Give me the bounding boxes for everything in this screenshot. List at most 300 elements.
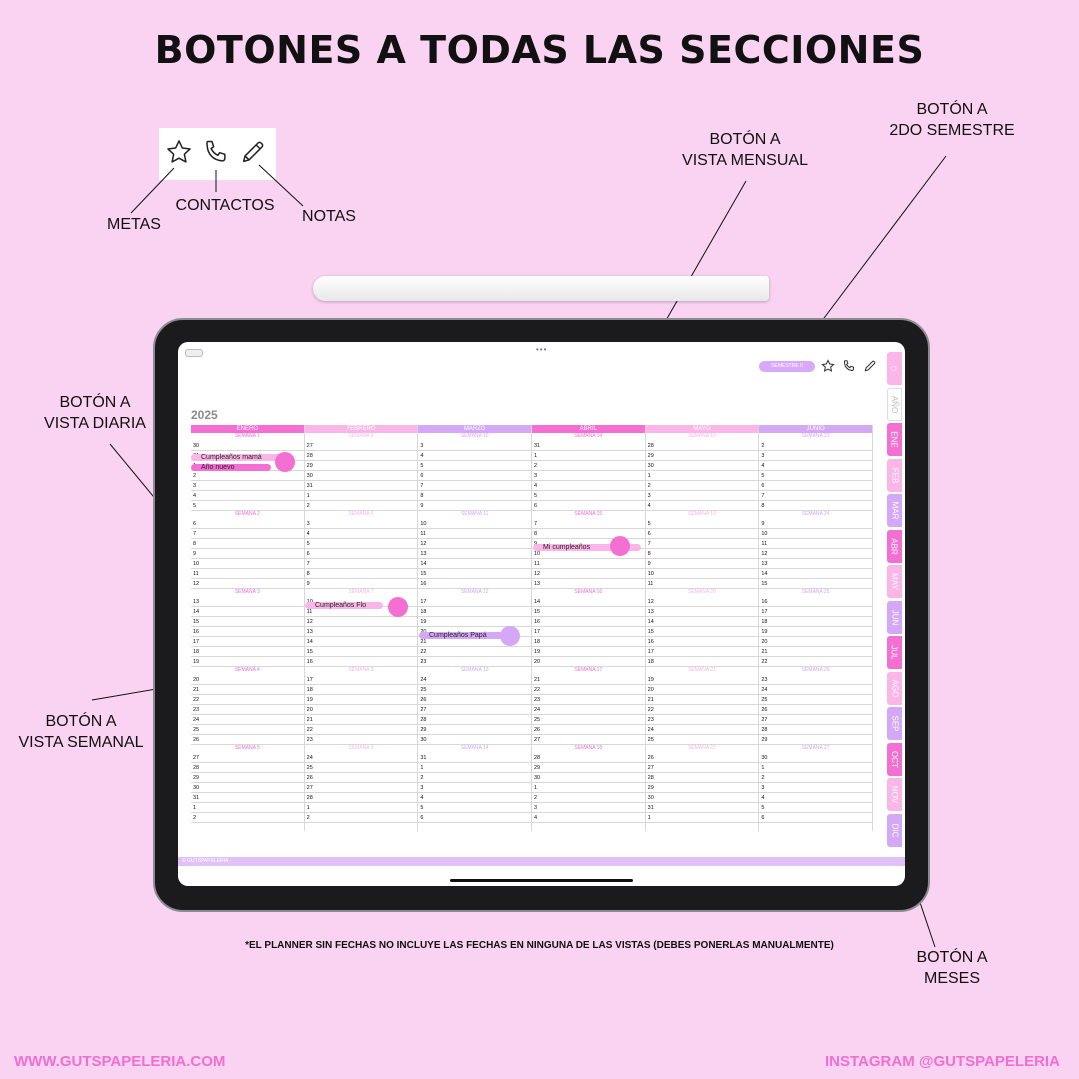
day-cell[interactable]: 21 xyxy=(191,685,304,695)
day-cell[interactable]: 25 xyxy=(532,715,645,725)
day-cell[interactable]: 18 xyxy=(191,647,304,657)
day-cell[interactable]: 25 xyxy=(759,695,872,705)
day-cell[interactable]: 29 xyxy=(646,451,759,461)
week-link[interactable]: SEMANA 3 xyxy=(234,589,260,595)
callout-line: BOTÓN A xyxy=(59,394,131,411)
day-cell[interactable]: 28 xyxy=(532,753,645,763)
day-cell[interactable]: 30 xyxy=(532,773,645,783)
day-cell[interactable]: 20 xyxy=(532,657,645,667)
day-cell[interactable]: 19 xyxy=(646,675,759,685)
day-cell[interactable]: 4 xyxy=(646,501,759,511)
day-cell[interactable]: 28 xyxy=(305,793,418,803)
day-cell[interactable]: 24 xyxy=(191,715,304,725)
day-cell[interactable]: 10 xyxy=(646,569,759,579)
day-cell[interactable]: 4 xyxy=(305,529,418,539)
day-cell[interactable]: 4 xyxy=(532,481,645,491)
event-label[interactable]: Cumpleaños mamá xyxy=(191,454,291,461)
day-cell[interactable]: 28 xyxy=(191,763,304,773)
day-cell[interactable]: 1 xyxy=(532,783,645,793)
day-cell[interactable]: 26 xyxy=(191,735,304,745)
week-link[interactable]: SEMANA 15 xyxy=(574,511,603,517)
day-cell[interactable]: 13 xyxy=(305,627,418,637)
day-cell[interactable]: 1 xyxy=(646,813,759,823)
tab-label: ABR xyxy=(890,537,900,555)
day-cell[interactable]: 23 xyxy=(418,657,531,667)
day-cell[interactable]: 24 xyxy=(646,725,759,735)
day-cell[interactable]: 16 xyxy=(646,637,759,647)
tab-may[interactable] xyxy=(887,565,902,598)
week-link[interactable]: SEMANA 1 xyxy=(234,433,260,439)
day-cell[interactable]: 15 xyxy=(759,579,872,589)
day-cell[interactable]: 31 xyxy=(305,481,418,491)
month-header-marzo[interactable]: MARZO xyxy=(418,425,531,433)
week-link[interactable]: SEMANA 18 xyxy=(574,745,603,751)
day-cell[interactable]: 26 xyxy=(532,725,645,735)
semester-calendar xyxy=(191,425,873,831)
day-cell[interactable]: 16 xyxy=(418,579,531,589)
day-cell[interactable]: 27 xyxy=(305,441,418,451)
day-cell[interactable]: 1 xyxy=(759,763,872,773)
callout-metas: METAS xyxy=(107,216,161,233)
day-cell[interactable]: 6 xyxy=(646,529,759,539)
day-cell[interactable]: 3 xyxy=(418,441,531,451)
day-cell[interactable]: 6 xyxy=(418,813,531,823)
callout-vista-mensual xyxy=(670,129,820,171)
day-cell[interactable]: 30 xyxy=(418,735,531,745)
day-cell[interactable]: 3 xyxy=(532,471,645,481)
day-cell[interactable]: 30 xyxy=(191,441,304,451)
day-cell[interactable]: 2 xyxy=(759,773,872,783)
callout-vista-diaria xyxy=(20,392,170,434)
day-cell[interactable]: 19 xyxy=(532,647,645,657)
day-cell[interactable]: 7 xyxy=(191,529,304,539)
day-cell[interactable]: 8 xyxy=(418,491,531,501)
day-cell[interactable]: 4 xyxy=(759,793,872,803)
day-cell[interactable]: 27 xyxy=(532,735,645,745)
day-cell[interactable]: 2 xyxy=(532,793,645,803)
day-cell[interactable]: 19 xyxy=(191,657,304,667)
day-cell[interactable]: 21 xyxy=(759,647,872,657)
tab-label: JUN xyxy=(890,609,899,625)
day-cell[interactable]: 2 xyxy=(305,501,418,511)
day-cell[interactable]: 9 xyxy=(305,579,418,589)
day-cell[interactable]: 7 xyxy=(759,491,872,501)
day-cell[interactable]: 24 xyxy=(532,705,645,715)
day-cell[interactable]: 13 xyxy=(418,549,531,559)
day-cell[interactable]: 13 xyxy=(646,607,759,617)
day-cell[interactable]: 8 xyxy=(305,569,418,579)
event-label[interactable]: Año nuevo xyxy=(191,464,271,471)
week-link[interactable]: SEMANA 24 xyxy=(801,511,830,517)
day-cell[interactable]: 3 xyxy=(646,491,759,501)
week-link[interactable]: SEMANA 13 xyxy=(460,667,489,673)
day-cell[interactable]: 11 xyxy=(646,579,759,589)
day-cell[interactable]: 12 xyxy=(759,549,872,559)
day-cell[interactable]: 14 xyxy=(191,607,304,617)
day-cell[interactable]: 15 xyxy=(418,569,531,579)
week-link[interactable]: SEMANA 22 xyxy=(688,745,716,751)
day-cell[interactable]: 6 xyxy=(191,519,304,529)
day-cell[interactable]: 26 xyxy=(418,695,531,705)
website-link[interactable]: WWW.GUTSPAPELERIA.COM xyxy=(14,1053,226,1070)
day-cell[interactable]: 27 xyxy=(418,705,531,715)
day-cell[interactable]: 24 xyxy=(418,675,531,685)
instagram-handle[interactable]: INSTAGRAM @GUTSPAPELERIA xyxy=(825,1053,1060,1070)
day-cell[interactable]: 20 xyxy=(646,685,759,695)
day-cell[interactable]: 9 xyxy=(418,501,531,511)
day-cell[interactable]: 17 xyxy=(305,675,418,685)
event-label[interactable]: Cumpleaños Papá xyxy=(419,632,503,639)
week-link[interactable]: SEMANA 7 xyxy=(348,589,374,595)
week-link[interactable]: SEMANA 20 xyxy=(688,589,716,595)
column-divider xyxy=(872,425,873,831)
day-cell[interactable]: 1 xyxy=(418,763,531,773)
day-cell[interactable]: 14 xyxy=(759,569,872,579)
day-cell[interactable]: 5 xyxy=(759,803,872,813)
day-cell[interactable]: 26 xyxy=(646,753,759,763)
day-cell[interactable]: 21 xyxy=(646,695,759,705)
day-cell[interactable]: 15 xyxy=(191,617,304,627)
day-cell[interactable]: 5 xyxy=(305,539,418,549)
day-cell[interactable]: 29 xyxy=(418,725,531,735)
month-header-abril[interactable]: ABRIL xyxy=(532,425,645,433)
day-cell[interactable]: 25 xyxy=(646,735,759,745)
day-cell[interactable]: 6 xyxy=(532,501,645,511)
week-link[interactable]: SEMANA 10 xyxy=(460,433,489,439)
week-link[interactable]: SEMANA 4 xyxy=(234,667,260,673)
tab-feb[interactable] xyxy=(887,459,902,492)
day-cell[interactable]: 8 xyxy=(191,539,304,549)
day-cell[interactable]: 21 xyxy=(532,675,645,685)
day-cell[interactable]: 30 xyxy=(646,793,759,803)
month-header-mayo[interactable]: MAYO xyxy=(646,425,759,433)
callout-line: BOTÓN A xyxy=(709,131,781,148)
week-link[interactable]: SEMANA 6 xyxy=(348,511,374,517)
notas-pencil-icon[interactable] xyxy=(863,359,877,373)
tab-dic[interactable] xyxy=(887,814,902,847)
week-link[interactable]: SEMANA 16 xyxy=(574,589,603,595)
day-cell[interactable]: 30 xyxy=(191,783,304,793)
day-cell[interactable]: 26 xyxy=(759,705,872,715)
day-cell[interactable]: 29 xyxy=(305,461,418,471)
day-cell[interactable]: 1 xyxy=(646,471,759,481)
day-cell[interactable]: 15 xyxy=(532,607,645,617)
day-cell[interactable]: 4 xyxy=(532,813,645,823)
day-cell[interactable]: 13 xyxy=(532,579,645,589)
callout-line: 2DO SEMESTRE xyxy=(889,122,1015,139)
day-cell[interactable]: 12 xyxy=(532,569,645,579)
day-cell[interactable]: 12 xyxy=(191,579,304,589)
day-cell[interactable]: 4 xyxy=(759,461,872,471)
metas-star-icon[interactable] xyxy=(821,359,835,373)
callout-line: BOTÓN A xyxy=(916,949,988,966)
day-cell[interactable]: 17 xyxy=(759,607,872,617)
day-cell[interactable]: 1 xyxy=(305,491,418,501)
day-cell[interactable]: 8 xyxy=(759,501,872,511)
day-cell[interactable]: 20 xyxy=(191,675,304,685)
tab-sep[interactable] xyxy=(887,707,902,740)
day-cell[interactable]: 3 xyxy=(532,803,645,813)
day-cell[interactable]: 19 xyxy=(759,627,872,637)
day-cell[interactable]: 21 xyxy=(305,715,418,725)
day-cell[interactable]: 16 xyxy=(759,597,872,607)
callout-line: VISTA SEMANAL xyxy=(18,734,144,751)
day-cell[interactable]: 2 xyxy=(759,441,872,451)
day-cell[interactable]: 17 xyxy=(532,627,645,637)
day-cell[interactable]: 26 xyxy=(305,773,418,783)
day-cell[interactable]: 9 xyxy=(759,519,872,529)
day-cell[interactable]: 23 xyxy=(532,695,645,705)
day-cell[interactable]: 18 xyxy=(418,607,531,617)
day-cell[interactable]: 10 xyxy=(532,549,645,559)
week-link[interactable]: SEMANA 14 xyxy=(574,433,603,439)
callout-2do-semestre xyxy=(880,99,1024,141)
tab-label: OCT xyxy=(890,750,900,768)
day-cell[interactable]: 27 xyxy=(759,715,872,725)
day-cell[interactable]: 19 xyxy=(305,695,418,705)
day-cell[interactable]: 16 xyxy=(532,617,645,627)
day-cell[interactable]: 10 xyxy=(759,529,872,539)
day-cell[interactable]: 23 xyxy=(759,675,872,685)
day-cell[interactable]: 11 xyxy=(305,607,418,617)
day-cell[interactable]: 13 xyxy=(759,559,872,569)
day-cell[interactable]: 18 xyxy=(759,617,872,627)
tab-label: DIC xyxy=(890,823,899,837)
day-cell[interactable]: 28 xyxy=(305,451,418,461)
week-link[interactable]: SEMANA 23 xyxy=(801,433,830,439)
day-cell[interactable]: 29 xyxy=(191,773,304,783)
semester-button[interactable]: SEMESTRE II xyxy=(759,361,815,372)
day-cell[interactable]: 8 xyxy=(532,529,645,539)
day-cell[interactable]: 14 xyxy=(532,597,645,607)
tab-label: FEB xyxy=(890,467,899,483)
day-cell[interactable]: 31 xyxy=(191,793,304,803)
day-cell[interactable]: 15 xyxy=(646,627,759,637)
tab-oct[interactable] xyxy=(887,743,902,776)
day-cell[interactable]: 27 xyxy=(646,763,759,773)
day-cell[interactable]: 11 xyxy=(532,559,645,569)
day-cell[interactable]: 29 xyxy=(759,735,872,745)
footnote: *EL PLANNER SIN FECHAS NO INCLUYE LAS FECHAS EN NINGUNA DE LAS VISTAS (DEBES PONERLAS MANUALMENTE) xyxy=(245,940,834,951)
day-cell[interactable]: 29 xyxy=(646,783,759,793)
day-cell[interactable]: 27 xyxy=(305,783,418,793)
day-cell[interactable]: 25 xyxy=(418,685,531,695)
day-cell[interactable]: 20 xyxy=(305,705,418,715)
day-cell[interactable]: 7 xyxy=(305,559,418,569)
day-cell[interactable]: 22 xyxy=(646,705,759,715)
event-label[interactable]: Cumpleaños Flo xyxy=(305,602,383,609)
day-cell[interactable]: 30 xyxy=(759,753,872,763)
day-cell[interactable]: 9 xyxy=(191,549,304,559)
week-link[interactable]: SEMANA 11 xyxy=(460,511,489,517)
day-cell[interactable]: 2 xyxy=(305,813,418,823)
day-cell[interactable]: 10 xyxy=(191,559,304,569)
day-cell[interactable]: 20 xyxy=(759,637,872,647)
tab-año[interactable] xyxy=(887,388,902,421)
week-link[interactable]: SEMANA 14 xyxy=(460,745,489,751)
event-label[interactable]: Mi cumpleaños xyxy=(533,544,641,551)
day-cell[interactable]: 18 xyxy=(305,685,418,695)
month-header-junio[interactable]: JUNIO xyxy=(759,425,872,433)
day-cell[interactable]: 28 xyxy=(646,773,759,783)
day-cell[interactable]: 23 xyxy=(305,735,418,745)
callout-line: MESES xyxy=(923,970,980,987)
day-cell[interactable]: 2 xyxy=(191,813,304,823)
week-link[interactable]: SEMANA 9 xyxy=(348,745,374,751)
tab-ago[interactable] xyxy=(887,672,902,705)
tab-jun[interactable] xyxy=(887,601,902,634)
tab-label: SEP xyxy=(890,715,900,732)
day-cell[interactable]: 8 xyxy=(646,549,759,559)
day-cell[interactable]: 11 xyxy=(418,529,531,539)
day-cell[interactable]: 1 xyxy=(191,803,304,813)
day-cell[interactable]: 6 xyxy=(305,549,418,559)
tab-label: ⌂ xyxy=(888,365,900,372)
callout-line: VISTA DIARIA xyxy=(44,415,146,432)
week-link[interactable]: SEMANA 17 xyxy=(574,667,603,673)
day-cell[interactable]: 30 xyxy=(646,461,759,471)
day-cell[interactable]: 12 xyxy=(305,617,418,627)
day-cell[interactable]: 3 xyxy=(305,519,418,529)
day-cell[interactable]: 23 xyxy=(191,705,304,715)
day-cell[interactable]: 11 xyxy=(759,539,872,549)
day-cell[interactable]: 22 xyxy=(759,657,872,667)
day-cell[interactable]: 11 xyxy=(191,569,304,579)
day-cell[interactable]: 2 xyxy=(418,773,531,783)
day-cell[interactable]: 9 xyxy=(646,559,759,569)
day-cell[interactable]: 14 xyxy=(305,637,418,647)
tab-label: MAR xyxy=(890,501,899,520)
day-cell[interactable]: 23 xyxy=(646,715,759,725)
callout-contactos: CONTACTOS xyxy=(175,197,275,214)
day-cell[interactable]: 7 xyxy=(532,519,645,529)
day-cell[interactable]: 17 xyxy=(646,647,759,657)
tab-abr[interactable] xyxy=(887,530,902,563)
sidebar-toggle-icon[interactable] xyxy=(185,349,203,357)
day-cell[interactable]: 21 xyxy=(418,637,531,647)
day-cell[interactable]: 6 xyxy=(418,471,531,481)
day-cell[interactable]: 4 xyxy=(418,793,531,803)
day-cell[interactable]: 12 xyxy=(418,539,531,549)
day-cell[interactable]: 10 xyxy=(418,519,531,529)
day-cell[interactable]: 31 xyxy=(646,803,759,813)
week-link[interactable]: SEMANA 19 xyxy=(688,511,716,517)
week-link[interactable]: SEMANA 2 xyxy=(234,511,260,517)
day-cell[interactable]: 7 xyxy=(418,481,531,491)
day-cell[interactable]: 2 xyxy=(191,471,304,481)
home-icon[interactable] xyxy=(887,352,902,385)
week-link[interactable]: SEMANA 27 xyxy=(801,745,830,751)
day-cell[interactable]: 4 xyxy=(418,451,531,461)
week-link[interactable]: SEMANA 12 xyxy=(460,589,489,595)
day-cell[interactable]: 17 xyxy=(191,637,304,647)
day-cell[interactable]: 2 xyxy=(532,461,645,471)
stylus-pencil xyxy=(313,276,769,301)
day-cell[interactable]: 25 xyxy=(305,763,418,773)
callout-meses xyxy=(900,947,1004,989)
tab-ene[interactable] xyxy=(887,423,902,456)
day-cell[interactable]: 27 xyxy=(191,753,304,763)
headline: BOTONES A TODAS LAS SECCIONES xyxy=(154,28,925,72)
day-cell[interactable]: 31 xyxy=(532,441,645,451)
week-link[interactable]: SEMANA 21 xyxy=(688,667,716,673)
day-cell[interactable]: 5 xyxy=(646,519,759,529)
day-cell[interactable]: 14 xyxy=(418,559,531,569)
day-cell[interactable]: 24 xyxy=(305,753,418,763)
day-cell[interactable]: 16 xyxy=(305,657,418,667)
day-cell[interactable]: 5 xyxy=(418,803,531,813)
tab-mar[interactable] xyxy=(887,494,902,527)
day-cell[interactable]: 28 xyxy=(759,725,872,735)
event-badge-icon xyxy=(388,597,408,617)
month-header-febrero[interactable]: FEBRERO xyxy=(305,425,418,433)
day-cell[interactable]: 22 xyxy=(305,725,418,735)
day-cell[interactable]: 1 xyxy=(305,803,418,813)
day-cell[interactable]: 28 xyxy=(418,715,531,725)
day-cell[interactable]: 5 xyxy=(759,471,872,481)
tab-jul[interactable] xyxy=(887,636,902,669)
day-cell[interactable]: 30 xyxy=(305,471,418,481)
day-cell[interactable]: 6 xyxy=(759,813,872,823)
day-cell[interactable]: 7 xyxy=(646,539,759,549)
day-cell[interactable]: 5 xyxy=(191,501,304,511)
day-cell[interactable]: 3 xyxy=(759,451,872,461)
tab-label: AGO xyxy=(890,679,899,697)
month-header-enero[interactable]: ENERO xyxy=(191,425,304,433)
day-cell[interactable]: 2 xyxy=(646,481,759,491)
week-link[interactable]: SEMANA 8 xyxy=(348,667,374,673)
day-cell[interactable]: 3 xyxy=(418,783,531,793)
day-cell[interactable]: 18 xyxy=(646,657,759,667)
day-cell[interactable]: 14 xyxy=(646,617,759,627)
day-cell[interactable]: 31 xyxy=(418,753,531,763)
day-cell[interactable]: 1 xyxy=(532,451,645,461)
week-link[interactable]: SEMANA 5 xyxy=(234,745,260,751)
tab-label: AÑO xyxy=(890,395,899,413)
more-dots-icon[interactable]: ••• xyxy=(536,345,548,354)
day-cell[interactable]: 12 xyxy=(646,597,759,607)
week-link[interactable]: SEMANA 18 xyxy=(688,433,716,439)
day-cell[interactable]: 22 xyxy=(191,695,304,705)
day-cell[interactable]: 19 xyxy=(418,617,531,627)
day-cell[interactable]: 15 xyxy=(305,647,418,657)
week-link[interactable]: SEMANA 25 xyxy=(801,589,830,595)
contactos-phone-icon[interactable] xyxy=(842,359,856,373)
day-cell[interactable]: 3 xyxy=(191,481,304,491)
tab-label: JUL xyxy=(889,645,899,660)
day-cell[interactable]: 13 xyxy=(191,597,304,607)
tab-nov[interactable] xyxy=(887,778,902,811)
day-cell[interactable]: 3 xyxy=(759,783,872,793)
day-cell[interactable]: 17 xyxy=(418,597,531,607)
day-cell[interactable]: 24 xyxy=(759,685,872,695)
day-cell[interactable]: 28 xyxy=(646,441,759,451)
day-cell[interactable]: 22 xyxy=(418,647,531,657)
day-cell[interactable]: 22 xyxy=(532,685,645,695)
day-cell[interactable]: 5 xyxy=(532,491,645,501)
day-cell[interactable]: 6 xyxy=(759,481,872,491)
day-cell[interactable]: 25 xyxy=(191,725,304,735)
event-badge-icon xyxy=(500,626,520,646)
day-cell[interactable]: 29 xyxy=(532,763,645,773)
week-link[interactable]: SEMANA 5 xyxy=(348,433,374,439)
week-link[interactable]: SEMANA 26 xyxy=(801,667,830,673)
callout-line: BOTÓN A xyxy=(45,713,117,730)
day-cell[interactable]: 16 xyxy=(191,627,304,637)
day-cell[interactable]: 4 xyxy=(191,491,304,501)
day-cell[interactable]: 5 xyxy=(418,461,531,471)
day-cell[interactable]: 18 xyxy=(532,637,645,647)
